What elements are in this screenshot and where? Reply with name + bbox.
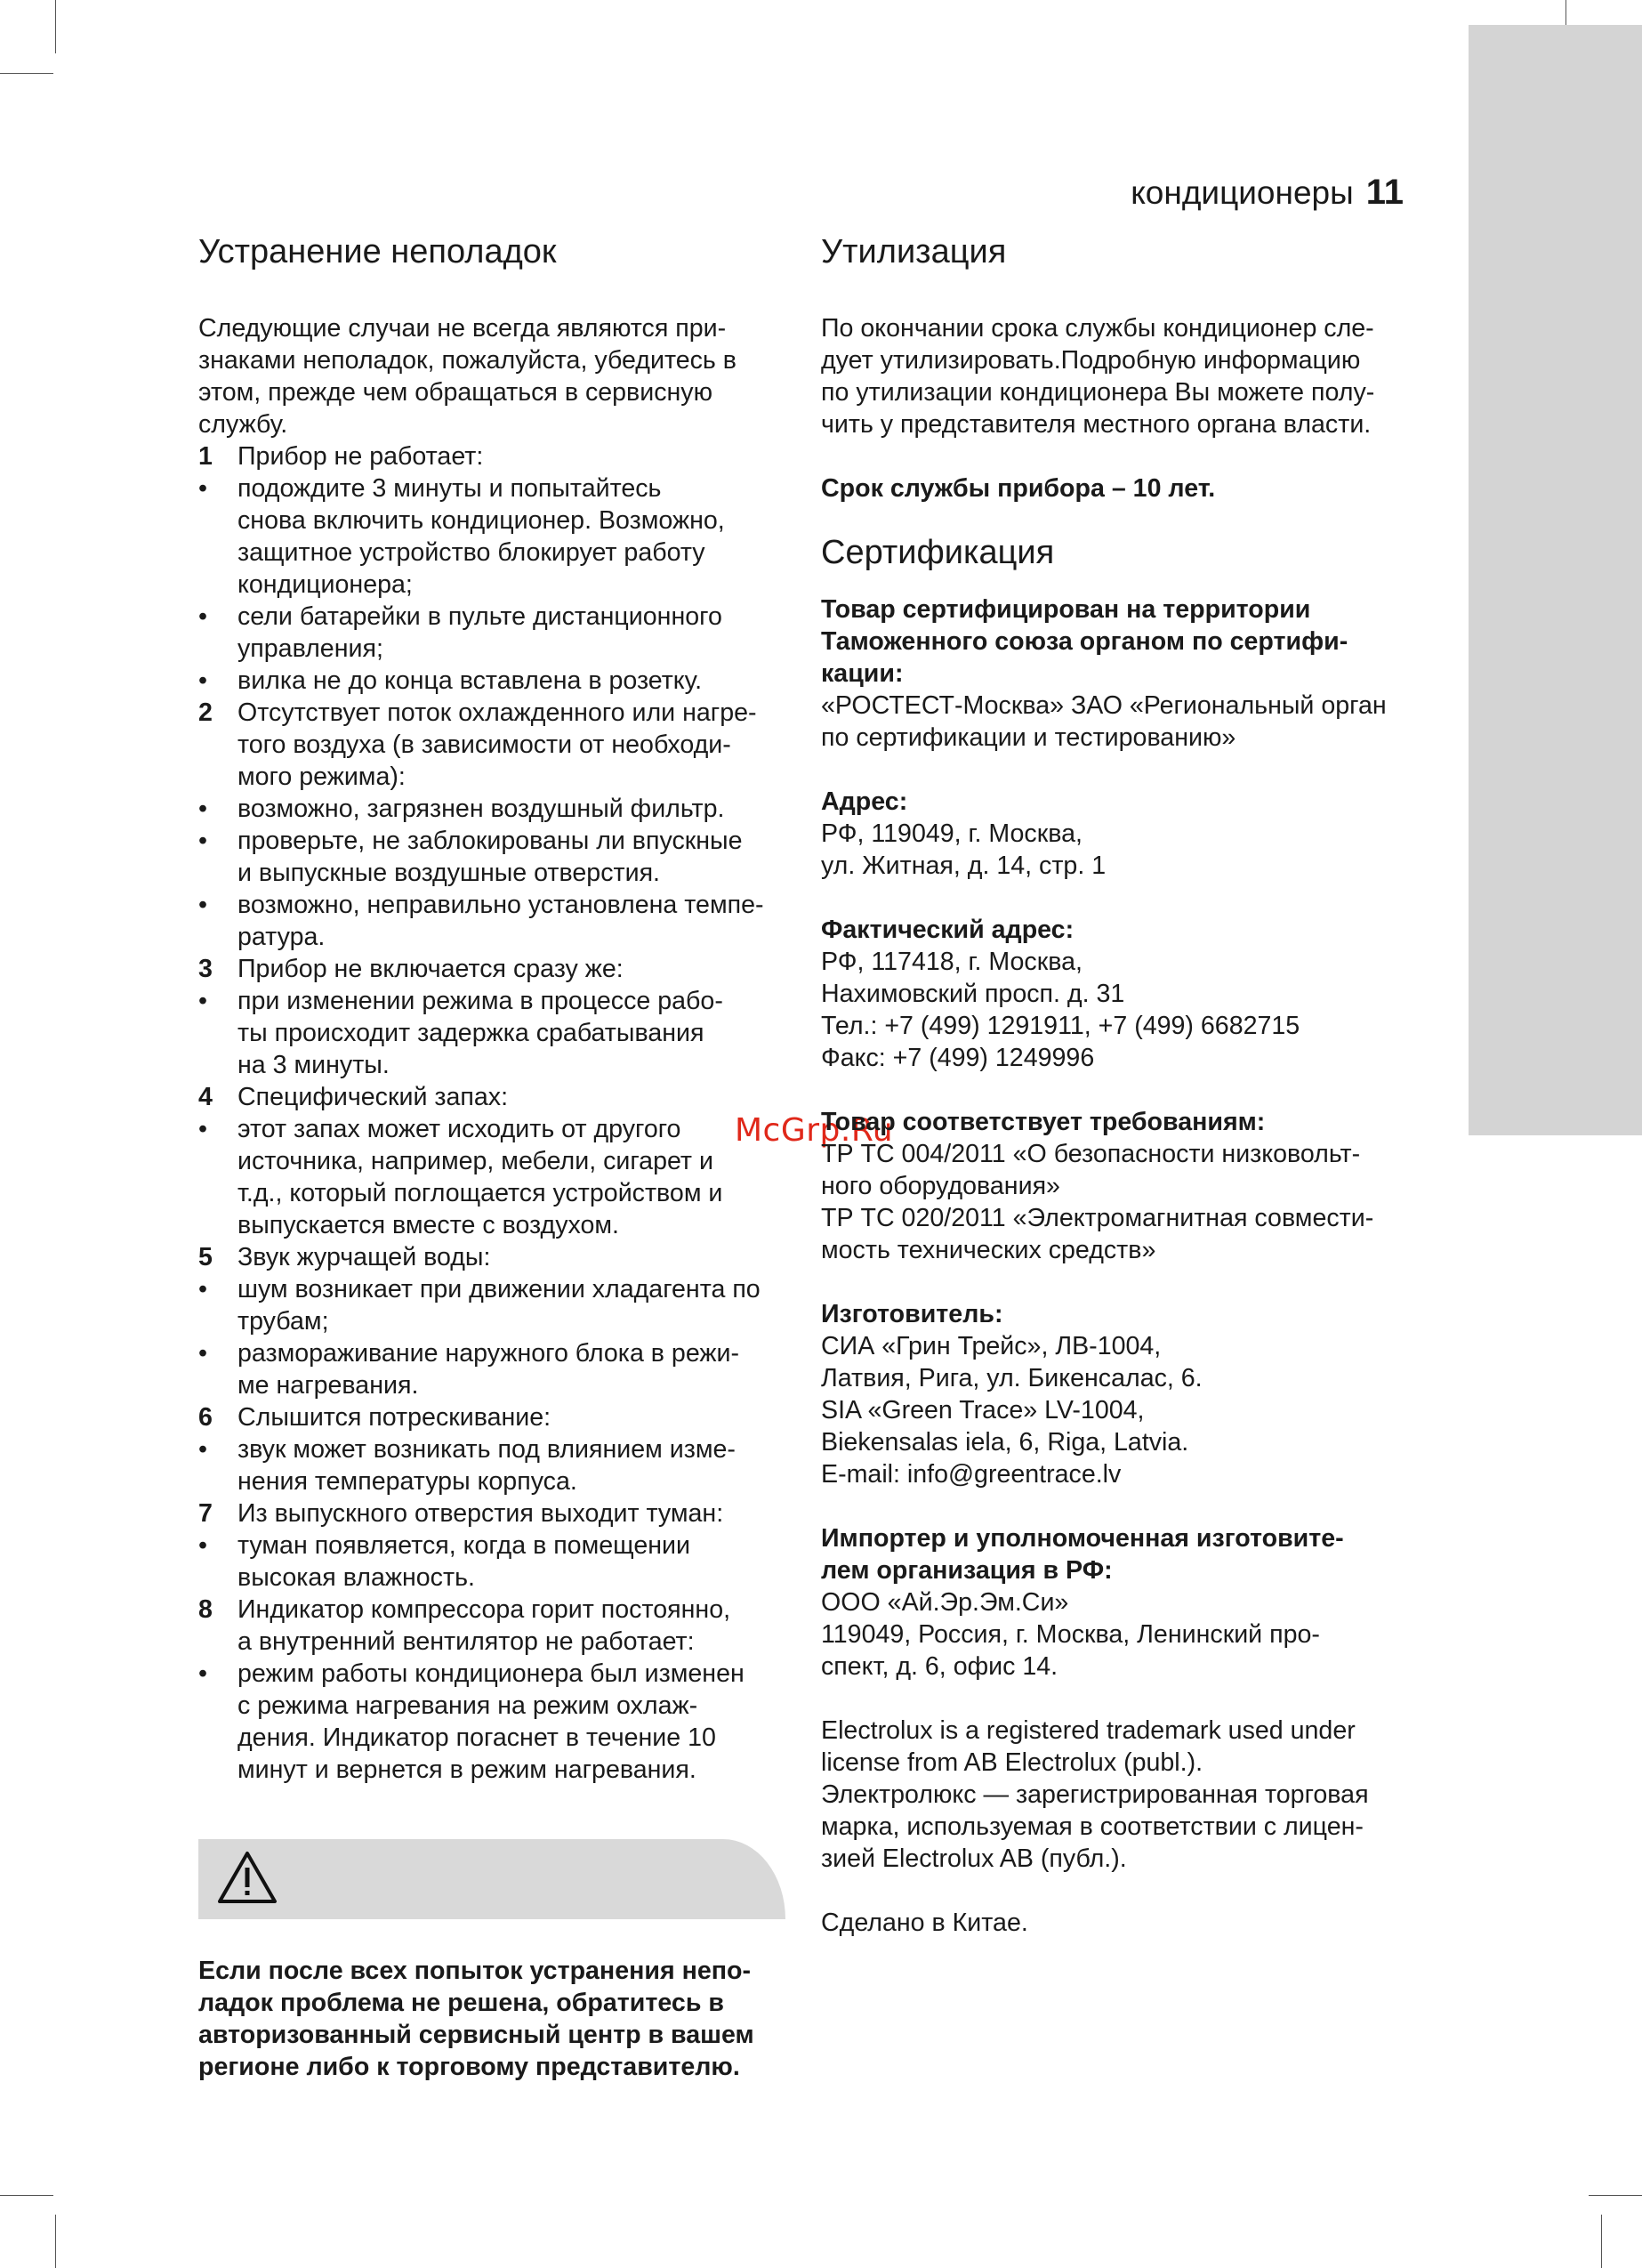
bullet-item <box>198 1433 785 1497</box>
text-line: Из выпускного отверстия выходит туман: <box>237 1499 724 1528</box>
text-line: проверьте, не заблокированы ли впускные <box>237 827 743 855</box>
bullet-marker: • <box>198 1531 208 1560</box>
item-title <box>237 1401 785 1433</box>
bullet-marker: • <box>198 1659 208 1688</box>
watermark: McGrp.Ru <box>735 1112 894 1149</box>
text-line: спект, д. 6, офис 14. <box>821 1652 1058 1681</box>
page-number: 11 <box>1365 173 1404 212</box>
page-header <box>1131 169 1404 216</box>
text-line: возможно, неправильно установлена темпе- <box>237 891 764 919</box>
made-in: Сделано в Китае. <box>821 1909 1028 1937</box>
crop-mark <box>1589 2195 1642 2196</box>
text-line: ратура. <box>237 923 326 951</box>
text-line: Electrolux is a registered trademark used under <box>821 1716 1356 1745</box>
text-line: Если после всех попыток устранения непо- <box>198 1957 752 1985</box>
info-column <box>821 227 1413 1939</box>
troubleshooting-intro <box>198 312 785 440</box>
item-number: 1 <box>198 442 213 471</box>
crop-mark <box>55 2215 56 2268</box>
text-line: высокая влажность. <box>237 1563 475 1592</box>
compliance-label: Товар соответствует требованиям: <box>821 1108 1266 1136</box>
bullet-marker: • <box>198 795 208 823</box>
manufacturer-label: Изготовитель: <box>821 1300 1003 1328</box>
bullet-text <box>237 665 785 697</box>
troubleshooting-item <box>198 440 785 472</box>
disposal-text <box>821 312 1413 440</box>
text-line: лем организация в РФ: <box>821 1556 1113 1585</box>
bullet-marker: • <box>198 666 208 695</box>
text-line: Прибор не включается сразу же: <box>237 955 624 983</box>
text-line: с режима нагревания на режим охлаж- <box>237 1691 698 1720</box>
troubleshooting-item <box>198 697 785 793</box>
bullet-marker: • <box>198 474 208 503</box>
item-number: 3 <box>198 955 213 983</box>
item-number: 2 <box>198 698 213 727</box>
text-line: знаками неполадок, пожалуйста, убедитесь в <box>198 346 736 375</box>
text-line: при изменении режима в процессе рабо- <box>237 987 723 1015</box>
text-line: размораживание наружного блока в режи- <box>237 1339 740 1368</box>
bullet-item <box>198 601 785 665</box>
troubleshooting-list <box>198 440 785 1786</box>
bullet-marker: • <box>198 1435 208 1464</box>
text-line: Biekensalas iela, 6, Riga, Latvia. <box>821 1428 1189 1457</box>
text-line: этом, прежде чем обращаться в сервисную <box>198 378 713 407</box>
bullet-item <box>198 1529 785 1594</box>
text-line: Индикатор компрессора горит постоянно, <box>237 1595 731 1624</box>
certification-body <box>821 690 1413 754</box>
bullet-marker: • <box>198 1115 208 1143</box>
text-line: РФ, 117418, г. Москва, <box>821 948 1083 976</box>
text-line: и выпускные воздушные отверстия. <box>237 859 660 887</box>
text-line: Факс: +7 (499) 1249996 <box>821 1044 1095 1072</box>
item-title <box>237 1594 785 1658</box>
text-line: марка, используемая в соответствии с лицен- <box>821 1812 1364 1841</box>
item-number: 5 <box>198 1243 213 1271</box>
bullet-text <box>237 889 785 953</box>
text-line: службу. <box>198 410 288 439</box>
text-line: защитное устройство блокирует работу <box>237 538 705 567</box>
bullet-marker: • <box>198 1339 208 1368</box>
text-line: ты происходит задержка срабатывания <box>237 1019 704 1047</box>
text-line: трубам; <box>237 1307 329 1336</box>
actual-address <box>821 946 1413 1074</box>
text-line: мость технических средств» <box>821 1236 1156 1264</box>
text-line: ладок проблема не решена, обратитесь в <box>198 1989 724 2017</box>
compliance <box>821 1138 1413 1266</box>
text-line: Таможенного союза органом по сертифи- <box>821 627 1348 656</box>
item-number: 8 <box>198 1595 213 1624</box>
text-line: Отсутствует поток охлажденного или нагре- <box>237 698 757 727</box>
bullet-item <box>198 472 785 601</box>
text-line: ООО «Ай.Эр.Эм.Си» <box>821 1588 1069 1617</box>
item-title <box>237 1497 785 1529</box>
service-life: Срок службы прибора – 10 лет. <box>821 474 1216 503</box>
bullet-text <box>237 985 785 1081</box>
section-name: кондиционеры <box>1131 174 1354 211</box>
item-title <box>237 1081 785 1113</box>
troubleshooting-item <box>198 1497 785 1529</box>
bullet-item <box>198 793 785 825</box>
text-line: Специфический запах: <box>237 1083 509 1111</box>
text-line: РФ, 119049, г. Москва, <box>821 819 1083 848</box>
item-number: 4 <box>198 1083 213 1111</box>
text-line: Прибор не работает: <box>237 442 484 471</box>
text-line: кации: <box>821 659 904 688</box>
item-number: 6 <box>198 1403 213 1432</box>
text-line: этот запах может исходить от другого <box>237 1115 681 1143</box>
text-line: ул. Житная, д. 14, стр. 1 <box>821 852 1107 880</box>
text-line: а внутренний вентилятор не работает: <box>237 1627 695 1656</box>
warning-text <box>198 1955 785 2083</box>
bullet-item <box>198 665 785 697</box>
warning-triangle-icon <box>216 1850 278 1905</box>
text-line: Тел.: +7 (499) 1291911, +7 (499) 6682715 <box>821 1012 1300 1040</box>
bullet-item <box>198 889 785 953</box>
certification-body-label <box>821 593 1413 690</box>
troubleshooting-item <box>198 1594 785 1658</box>
text-line: на 3 минуты. <box>237 1051 390 1079</box>
troubleshooting-title: Устранение неполадок <box>198 233 557 270</box>
bullet-item <box>198 825 785 889</box>
bullet-item <box>198 1658 785 1786</box>
item-title <box>237 697 785 793</box>
bullet-marker: • <box>198 827 208 855</box>
troubleshooting-item <box>198 1401 785 1433</box>
text-line: Импортер и уполномоченная изготовите- <box>821 1524 1344 1553</box>
bullet-item <box>198 1273 785 1337</box>
bullet-marker: • <box>198 1275 208 1303</box>
text-line: по утилизации кондиционера Вы можете полу- <box>821 378 1375 407</box>
bullet-item <box>198 1337 785 1401</box>
text-line: ТР ТС 020/2011 «Электромагнитная совмести- <box>821 1204 1374 1232</box>
item-title <box>237 953 785 985</box>
text-line: мого режима): <box>237 763 406 791</box>
text-line: ме нагревания. <box>237 1371 419 1400</box>
text-line: т.д., который поглощается устройством и <box>237 1179 723 1207</box>
certification-title: Сертификация <box>821 534 1055 571</box>
crop-mark <box>55 0 56 53</box>
item-number: 7 <box>198 1499 213 1528</box>
text-line: кондиционера; <box>237 570 413 599</box>
text-line: Электролюкс — зарегистрированная торговая <box>821 1780 1369 1809</box>
text-line: выпускается вместе с воздухом. <box>237 1211 619 1239</box>
text-line: Следующие случаи не всегда являются при- <box>198 314 727 343</box>
text-line: дения. Индикатор погаснет в течение 10 <box>237 1723 716 1752</box>
text-line: того воздуха (в зависимости от необходи- <box>237 730 731 759</box>
text-line: сели батарейки в пульте дистанционного <box>237 602 722 631</box>
crop-mark <box>0 2195 53 2196</box>
text-line: чить у представителя местного органа власти. <box>821 410 1372 439</box>
text-line: Нахимовский просп. д. 31 <box>821 980 1125 1008</box>
text-line: по сертификации и тестированию» <box>821 723 1236 752</box>
text-line: возможно, загрязнен воздушный фильтр. <box>237 795 725 823</box>
warning-bar <box>198 1839 785 1919</box>
text-line: шум возникает при движении хладагента по <box>237 1275 761 1303</box>
importer-label <box>821 1522 1413 1586</box>
actual-address-label: Фактический адрес: <box>821 916 1075 944</box>
bullet-text <box>237 1337 785 1401</box>
text-line: авторизованный сервисный центр в вашем <box>198 2021 754 2049</box>
text-line: звук может возникать под влиянием изме- <box>237 1435 736 1464</box>
bullet-text <box>237 601 785 665</box>
text-line: дует утилизировать.Подробную информацию <box>821 346 1361 375</box>
text-line: подождите 3 минуты и попытайтесь <box>237 474 662 503</box>
text-line: минут и вернется в режим нагревания. <box>237 1755 696 1784</box>
text-line: E-mail: info@greentrace.lv <box>821 1460 1122 1489</box>
bullet-text <box>237 825 785 889</box>
item-title <box>237 1241 785 1273</box>
text-line: SIA «Green Trace» LV-1004, <box>821 1396 1145 1425</box>
text-line: ТР ТС 004/2011 «О безопасности низковольт- <box>821 1140 1361 1168</box>
trademark-notice <box>821 1715 1413 1875</box>
bullet-marker: • <box>198 602 208 631</box>
text-line: снова включить кондиционер. Возможно, <box>237 506 725 535</box>
troubleshooting-column <box>198 227 785 2083</box>
text-line: 119049, Россия, г. Москва, Ленинский про- <box>821 1620 1320 1649</box>
text-line: По окончании срока службы кондиционер сле- <box>821 314 1374 343</box>
crop-mark <box>0 73 53 74</box>
text-line: вилка не до конца вставлена в розетку. <box>237 666 703 695</box>
chapter-side-tab <box>1469 25 1642 1135</box>
bullet-text <box>237 793 785 825</box>
troubleshooting-item <box>198 1241 785 1273</box>
bullet-text <box>237 1433 785 1497</box>
text-line: license from AB Electrolux (publ.). <box>821 1748 1203 1777</box>
bullet-marker: • <box>198 891 208 919</box>
text-line: источника, например, мебели, сигарет и <box>237 1147 713 1175</box>
bullet-marker: • <box>198 987 208 1015</box>
bullet-text <box>237 1273 785 1337</box>
bullet-text <box>237 1658 785 1786</box>
text-line: регионе либо к торговому представителю. <box>198 2053 740 2081</box>
text-line: Звук журчащей воды: <box>237 1243 491 1271</box>
text-line: Латвия, Рига, ул. Бикенсалас, 6. <box>821 1364 1203 1392</box>
manufacturer <box>821 1330 1413 1490</box>
text-line: Товар сертифицирован на территории <box>821 595 1311 624</box>
text-line: зией Electrolux AB (публ.). <box>821 1844 1127 1873</box>
disposal-title: Утилизация <box>821 233 1007 270</box>
bullet-text <box>237 472 785 601</box>
text-line: управления; <box>237 634 383 663</box>
text-line: нения температуры корпуса. <box>237 1467 577 1496</box>
crop-mark <box>1601 2215 1602 2268</box>
text-line: «РОСТЕСТ-Москва» ЗАО «Региональный орган <box>821 691 1387 720</box>
importer <box>821 1586 1413 1683</box>
bullet-text <box>237 1113 785 1241</box>
bullet-text <box>237 1529 785 1594</box>
text-line: СИА «Грин Трейс», ЛВ-1004, <box>821 1332 1162 1360</box>
item-title <box>237 440 785 472</box>
troubleshooting-item <box>198 1081 785 1113</box>
troubleshooting-item <box>198 953 785 985</box>
address <box>821 818 1413 882</box>
bullet-item <box>198 985 785 1081</box>
text-line: ного оборудования» <box>821 1172 1060 1200</box>
text-line: режим работы кондиционера был изменен <box>237 1659 745 1688</box>
text-line: туман появляется, когда в помещении <box>237 1531 690 1560</box>
bullet-item <box>198 1113 785 1241</box>
text-line: Слышится потрескивание: <box>237 1403 551 1432</box>
address-label: Адрес: <box>821 787 908 816</box>
